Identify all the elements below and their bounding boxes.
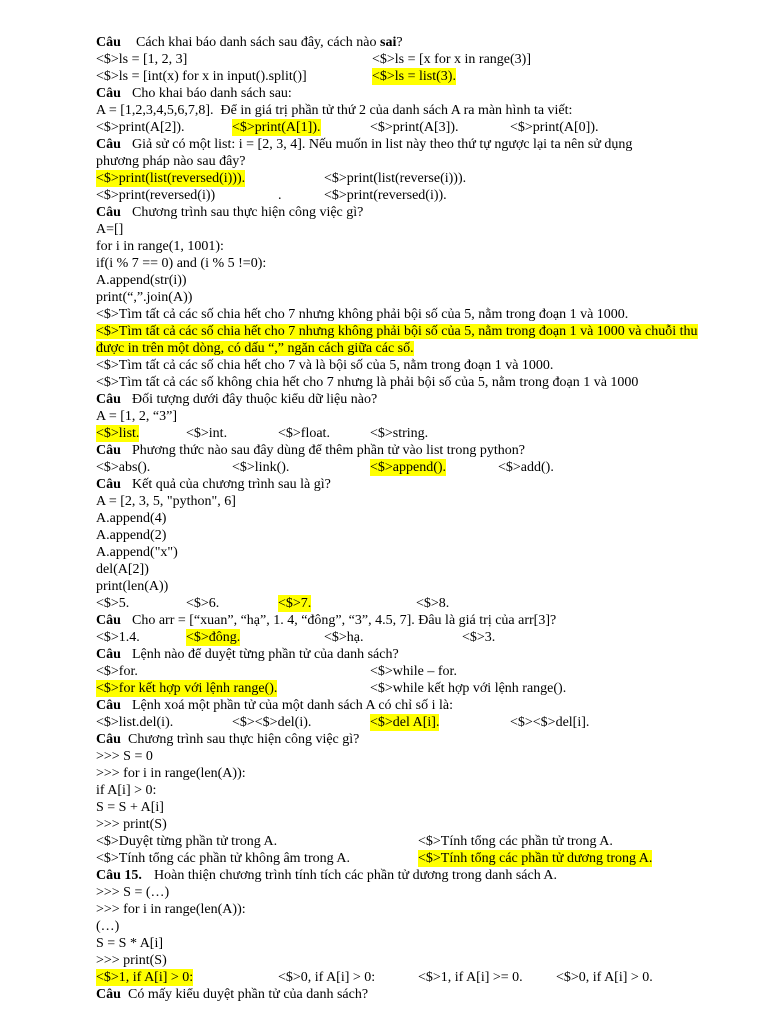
statement-text: A = [1,2,3,4,5,6,7,8]. Để in giá trị phần tử thứ 2 của danh sách A ra màn hình ta viết: xyxy=(96,103,573,118)
text-line xyxy=(0,153,768,170)
options-line xyxy=(0,714,768,731)
option: <$>string. xyxy=(370,426,429,441)
option-wrapped xyxy=(96,323,712,357)
options-line xyxy=(0,357,768,374)
code-text: A = [2, 3, 5, "python", 6] xyxy=(96,494,236,509)
options-line xyxy=(0,51,768,68)
option: <$>abs(). xyxy=(96,460,151,475)
options-line xyxy=(0,595,768,612)
option: <$>while kết hợp với lệnh range(). xyxy=(370,681,567,696)
question-text: Phương thức nào sau đây dùng để thêm phần tử vào list trong python? xyxy=(132,443,525,458)
option: <$>for. xyxy=(96,664,138,679)
question-text: Hoàn thiện chương trình tính tích các phần tử dương trong danh sách A. xyxy=(154,868,558,883)
question-label: Câu xyxy=(96,443,121,458)
options-line xyxy=(0,833,768,850)
code-text: >>> S = 0 xyxy=(96,749,153,764)
question-text: Cho arr = [“xuan”, “hạ”, 1. 4, “đông”, “3”, 4.5, 7]. Đâu là giá trị của arr[3]? xyxy=(132,613,557,628)
option-correct: <$>list. xyxy=(96,426,140,441)
question-label: Câu 15. xyxy=(96,868,142,883)
option: <$>3. xyxy=(462,630,496,645)
code-line xyxy=(0,238,768,255)
question-label: Câu xyxy=(96,613,121,628)
code-text: A.append(str(i)) xyxy=(96,273,187,288)
question-label: Câu xyxy=(96,477,121,492)
options-line xyxy=(0,68,768,85)
question-text: Chương trình sau thực hiện công việc gì? xyxy=(132,205,364,220)
code-text: A.append(4) xyxy=(96,511,167,526)
question-text: Giả sử có một list: i = [2, 3, 4]. Nếu muốn in list này theo thứ tự ngược lại ta nên sử dụng xyxy=(132,137,633,152)
option-correct: <$>Tính tổng các phần tử dương trong A. xyxy=(418,851,653,866)
option: <$>hạ. xyxy=(324,630,364,645)
options-line xyxy=(0,374,768,391)
code-text: >>> print(S) xyxy=(96,953,167,968)
option: <$>1, if A[i] >= 0. xyxy=(418,970,523,985)
options-line xyxy=(0,459,768,476)
code-text: for i in range(1, 1001): xyxy=(96,239,224,254)
question-line xyxy=(0,731,768,748)
question-text: Đối tượng dưới đây thuộc kiểu dữ liệu nào? xyxy=(132,392,378,407)
code-line xyxy=(0,255,768,272)
stray-dot: . xyxy=(278,188,282,203)
question-text: Lệnh nào để duyệt từng phần tử của danh sách? xyxy=(132,647,399,662)
text-line xyxy=(0,102,768,119)
option: <$>list.del(i). xyxy=(96,715,174,730)
code-line xyxy=(0,799,768,816)
code-text: A.append(2) xyxy=(96,528,167,543)
code-line xyxy=(0,527,768,544)
option-correct: <$>for kết hợp với lệnh range(). xyxy=(96,681,278,696)
option: <$><$>del(i). xyxy=(232,715,312,730)
question-line xyxy=(0,697,768,714)
options-line xyxy=(0,119,768,136)
option: <$><$>del[i]. xyxy=(510,715,590,730)
statement-text: A = [1, 2, “3”] xyxy=(96,409,177,424)
question-text-end: ? xyxy=(396,35,403,50)
question-text xyxy=(136,34,403,51)
option: <$>print(reversed(i)) xyxy=(96,188,216,203)
option: <$>5. xyxy=(96,596,130,611)
code-text: if A[i] > 0: xyxy=(96,783,157,798)
options-line xyxy=(0,663,768,680)
question-label: Câu xyxy=(96,647,121,662)
question-label: Câu xyxy=(96,698,121,713)
code-line xyxy=(0,272,768,289)
code-text: S = S * A[i] xyxy=(96,936,164,951)
question-text: Lệnh xoá một phần tử của một danh sách A có chỉ số i là: xyxy=(132,698,453,713)
code-line xyxy=(0,289,768,306)
question-text: Cho khai báo danh sách sau: xyxy=(132,86,292,101)
option: <$>ls = [int(x) for x in input().split()] xyxy=(96,69,307,84)
code-text: >>> for i in range(len(A)): xyxy=(96,766,246,781)
question-line xyxy=(0,986,768,1003)
code-text: >>> for i in range(len(A)): xyxy=(96,902,246,917)
question-line xyxy=(0,646,768,663)
option-correct: <$>1, if A[i] > 0: xyxy=(96,970,194,985)
question-text-part: Cách khai báo danh sách sau đây, cách nào xyxy=(136,35,380,50)
code-text: del(A[2]) xyxy=(96,562,149,577)
option: <$>int. xyxy=(186,426,228,441)
question-text: Có mấy kiểu duyệt phần tử của danh sách? xyxy=(128,987,369,1002)
code-text: A.append("x") xyxy=(96,545,178,560)
options-line xyxy=(0,187,768,204)
code-text: >>> print(S) xyxy=(96,817,167,832)
question-line xyxy=(0,85,768,102)
code-line xyxy=(0,918,768,935)
code-text: print(“,”.join(A)) xyxy=(96,290,193,305)
option: <$>print(A[3]). xyxy=(370,120,459,135)
code-text: A=[] xyxy=(96,222,124,237)
code-text: print(len(A)) xyxy=(96,579,169,594)
code-line xyxy=(0,782,768,799)
option: <$>Tính tổng các phần tử không âm trong A. xyxy=(96,851,350,866)
code-line xyxy=(0,493,768,510)
option: <$>print(reversed(i)). xyxy=(324,188,447,203)
question-text-cont: phương pháp nào sau đây? xyxy=(96,154,246,169)
code-line xyxy=(0,816,768,833)
option: <$>Tìm tất cả các số không chia hết cho 7 nhưng là phải bội số của 5, nằm trong đoạn 1 và 1000 xyxy=(96,375,639,390)
code-line xyxy=(0,901,768,918)
option: <$>8. xyxy=(416,596,450,611)
question-line xyxy=(0,612,768,629)
option: <$>ls = [x for x in range(3)] xyxy=(372,52,531,67)
options-line xyxy=(0,306,768,323)
code-text: >>> S = (…) xyxy=(96,885,170,900)
question-label: Câu xyxy=(96,392,121,407)
code-line xyxy=(0,935,768,952)
question-line xyxy=(0,442,768,459)
option-correct: <$>print(list(reversed(i))). xyxy=(96,171,246,186)
options-line xyxy=(0,680,768,697)
option: <$>float. xyxy=(278,426,330,441)
options-line xyxy=(0,850,768,867)
option-correct: <$>append(). xyxy=(370,460,447,475)
code-line xyxy=(0,221,768,238)
option: <$>print(A[0]). xyxy=(510,120,599,135)
option-correct: <$>print(A[1]). xyxy=(232,120,321,135)
code-text: S = S + A[i] xyxy=(96,800,164,815)
option: <$>print(list(reverse(i))). xyxy=(324,171,467,186)
option: <$>Tìm tất cả các số chia hết cho 7 nhưng không phải bội số của 5, nằm trong đoạn 1 và 1000. xyxy=(96,307,629,322)
question-label: Câu xyxy=(96,137,121,152)
options-line xyxy=(0,425,768,442)
option: <$>link(). xyxy=(232,460,290,475)
question-label: Câu xyxy=(96,86,121,101)
option-correct: <$>7. xyxy=(278,596,312,611)
option: <$>ls = [1, 2, 3] xyxy=(96,52,188,67)
question-label: Câu xyxy=(96,732,121,747)
question-line xyxy=(0,391,768,408)
code-line xyxy=(0,952,768,969)
code-line xyxy=(0,884,768,901)
question-label: Câu xyxy=(96,35,121,50)
code-text: (…) xyxy=(96,919,120,934)
options-line xyxy=(0,170,768,187)
option: <$>Duyệt từng phần tử trong A. xyxy=(96,834,278,849)
option: <$>6. xyxy=(186,596,220,611)
options-line xyxy=(0,629,768,646)
code-line xyxy=(0,561,768,578)
code-line xyxy=(0,748,768,765)
option: <$>Tính tổng các phần tử trong A. xyxy=(418,834,613,849)
option-correct: <$>đông. xyxy=(186,630,241,645)
option-correct: <$>Tìm tất cả các số chia hết cho 7 nhưng không phải bội số của 5, nằm trong đoạn 1 và 1000 và chuỗi thu được in trên một dòng, có dấu “,” ngăn cách giữa các số. xyxy=(96,324,698,356)
option: <$>add(). xyxy=(498,460,554,475)
question-text: Kết quả của chương trình sau là gì? xyxy=(132,477,331,492)
code-text: if(i % 7 == 0) and (i % 5 !=0): xyxy=(96,256,267,271)
question-bold-word: sai xyxy=(380,35,397,50)
options-line xyxy=(0,969,768,986)
question-text: Chương trình sau thực hiện công việc gì? xyxy=(128,732,360,747)
option: <$>while – for. xyxy=(370,664,457,679)
option: <$>print(A[2]). xyxy=(96,120,185,135)
question-line xyxy=(0,136,768,153)
question-line xyxy=(0,34,768,51)
option: <$>Tìm tất cả các số chia hết cho 7 và là bội số của 5, nằm trong đoạn 1 và 1000. xyxy=(96,358,554,373)
code-line xyxy=(0,544,768,561)
code-line xyxy=(0,510,768,527)
question-label: Câu xyxy=(96,987,121,1002)
option-correct: <$>ls = list(3). xyxy=(372,69,456,84)
code-line xyxy=(0,578,768,595)
option-correct: <$>del A[i]. xyxy=(370,715,440,730)
question-label: Câu xyxy=(96,205,121,220)
question-line xyxy=(0,476,768,493)
question-line xyxy=(0,204,768,221)
code-line xyxy=(0,765,768,782)
question-line xyxy=(0,867,768,884)
option: <$>0, if A[i] > 0: xyxy=(278,970,376,985)
option: <$>0, if A[i] > 0. xyxy=(556,970,653,985)
option: <$>1.4. xyxy=(96,630,140,645)
text-line xyxy=(0,408,768,425)
